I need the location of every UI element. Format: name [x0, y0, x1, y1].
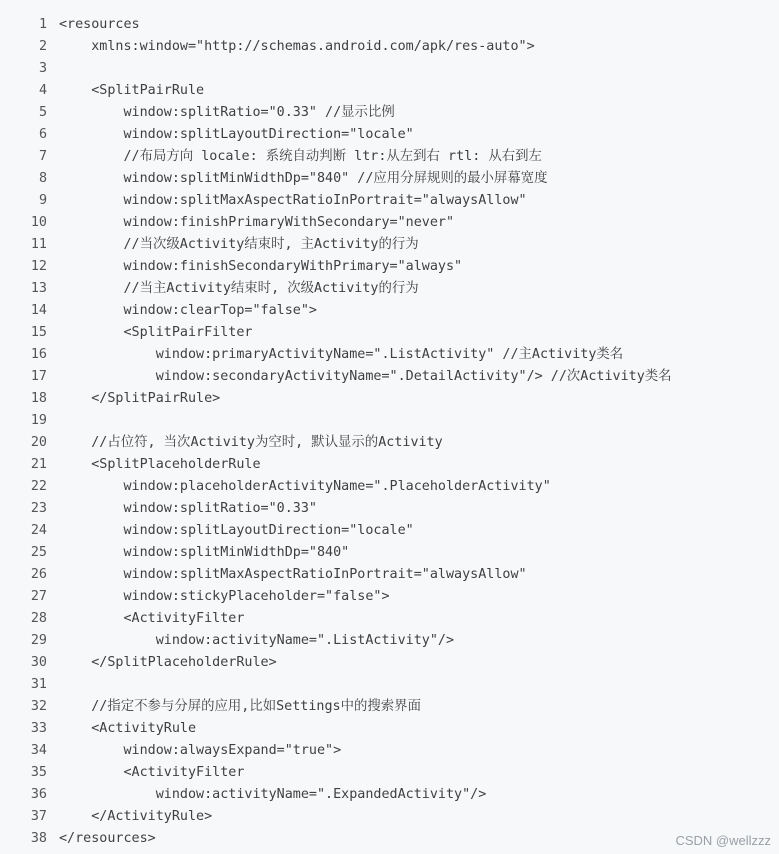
line-number: 36: [30, 787, 47, 802]
line-number: 21: [30, 457, 47, 472]
code-line: [0, 828, 779, 850]
code-line: [0, 740, 779, 762]
code-text: <SplitPairFilter: [59, 325, 253, 340]
code-line: [0, 432, 779, 454]
code-text: window:clearTop="false">: [59, 303, 317, 318]
code-text: window:alwaysExpand="true">: [59, 743, 342, 758]
line-number: 16: [30, 347, 47, 362]
line-number: 25: [30, 545, 47, 560]
code-text: <ActivityFilter: [59, 611, 245, 626]
code-text: <resources: [59, 17, 140, 32]
code-text: //当次级Activity结束时, 主Activity的行为: [59, 237, 419, 252]
code-line: [0, 388, 779, 410]
code-text: <ActivityRule: [59, 721, 197, 736]
code-text: window:splitLayoutDirection="locale": [59, 523, 414, 538]
code-line: [0, 102, 779, 124]
code-line: [0, 476, 779, 498]
line-number: 26: [30, 567, 47, 582]
code-line: [0, 652, 779, 674]
code-text: window:activityName=".ListActivity"/>: [59, 633, 455, 648]
code-text: <SplitPlaceholderRule: [59, 457, 261, 472]
line-number: 3: [38, 61, 47, 76]
code-text: </ActivityRule>: [59, 809, 213, 824]
code-line: [0, 278, 779, 300]
code-line: [0, 608, 779, 630]
code-line: [0, 630, 779, 652]
code-text: window:splitMinWidthDp="840": [59, 545, 350, 560]
code-line: [0, 718, 779, 740]
line-number: 11: [30, 237, 47, 252]
code-text: window:finishSecondaryWithPrimary="always": [59, 259, 463, 274]
line-number: 29: [30, 633, 47, 648]
line-number: 17: [30, 369, 47, 384]
code-text: window:splitMaxAspectRatioInPortrait="alwaysAllow": [59, 193, 527, 208]
csdn-watermark: CSDN @wellzzz: [675, 833, 771, 848]
code-lines: [0, 14, 779, 850]
line-number: 7: [38, 149, 47, 164]
code-line: [0, 322, 779, 344]
code-text: //指定不参与分屏的应用,比如Settings中的搜索界面: [59, 699, 421, 714]
line-number: 28: [30, 611, 47, 626]
code-line: [0, 80, 779, 102]
code-line: [0, 674, 779, 696]
code-line: [0, 696, 779, 718]
line-number: 9: [38, 193, 47, 208]
code-line: [0, 410, 779, 432]
line-number: 22: [30, 479, 47, 494]
line-number: 27: [30, 589, 47, 604]
line-number: 35: [30, 765, 47, 780]
code-text: //当主Activity结束时, 次级Activity的行为: [59, 281, 419, 296]
code-line: [0, 564, 779, 586]
line-number: 24: [30, 523, 47, 538]
code-line: [0, 300, 779, 322]
code-text: window:splitMinWidthDp="840" //应用分屏规则的最小屏幕宽度: [59, 171, 548, 186]
code-line: [0, 168, 779, 190]
line-number: 10: [30, 215, 47, 230]
line-number: 20: [30, 435, 47, 450]
code-text: window:primaryActivityName=".ListActivity" //主Activity类名: [59, 347, 624, 362]
code-text: window:secondaryActivityName=".DetailActivity"/> //次Activity类名: [59, 369, 672, 384]
code-text: window:placeholderActivityName=".PlaceholderActivity": [59, 479, 551, 494]
code-text: window:splitLayoutDirection="locale": [59, 127, 414, 142]
line-number: 1: [38, 17, 47, 32]
code-line: [0, 190, 779, 212]
code-text: //布局方向 locale: 系统自动判断 ltr:从左到右 rtl: 从右到左: [59, 149, 542, 164]
code-line: [0, 454, 779, 476]
code-line: [0, 212, 779, 234]
code-text: </SplitPairRule>: [59, 391, 221, 406]
line-number: 19: [30, 413, 47, 428]
code-line: [0, 58, 779, 80]
code-text: </resources>: [59, 831, 156, 846]
code-line: [0, 806, 779, 828]
code-line: [0, 146, 779, 168]
code-text: xmlns:window="http://schemas.android.com/apk/res-auto">: [59, 39, 535, 54]
code-line: [0, 762, 779, 784]
code-line: [0, 124, 779, 146]
code-text: //占位符, 当次Activity为空时, 默认显示的Activity: [59, 435, 443, 450]
line-number: 37: [30, 809, 47, 824]
code-line: [0, 256, 779, 278]
line-number: 23: [30, 501, 47, 516]
line-number: 18: [30, 391, 47, 406]
code-text: window:stickyPlaceholder="false">: [59, 589, 390, 604]
code-text: window:finishPrimaryWithSecondary="never": [59, 215, 455, 230]
line-number: 33: [30, 721, 47, 736]
line-number: 12: [30, 259, 47, 274]
code-line: [0, 520, 779, 542]
line-number: 5: [38, 105, 47, 120]
code-text: window:splitMaxAspectRatioInPortrait="alwaysAllow": [59, 567, 527, 582]
code-text: window:splitRatio="0.33": [59, 501, 317, 516]
code-line: [0, 36, 779, 58]
code-text: <ActivityFilter: [59, 765, 245, 780]
code-text: <SplitPairRule: [59, 83, 205, 98]
line-number: 6: [38, 127, 47, 142]
code-text: window:activityName=".ExpandedActivity"/>: [59, 787, 487, 802]
line-number: 30: [30, 655, 47, 670]
line-number: 15: [30, 325, 47, 340]
line-number: 31: [30, 677, 47, 692]
line-number: 38: [30, 831, 47, 846]
code-line: [0, 498, 779, 520]
line-number: 4: [38, 83, 47, 98]
line-number: 14: [30, 303, 47, 318]
code-line: [0, 366, 779, 388]
code-line: [0, 14, 779, 36]
line-number: 13: [30, 281, 47, 296]
code-text: window:splitRatio="0.33" //显示比例: [59, 105, 395, 120]
code-text: </SplitPlaceholderRule>: [59, 655, 277, 670]
line-number: 2: [38, 39, 47, 54]
code-line: [0, 542, 779, 564]
line-number: 8: [38, 171, 47, 186]
code-line: [0, 344, 779, 366]
line-number: 32: [30, 699, 47, 714]
code-line: [0, 234, 779, 256]
code-line: [0, 586, 779, 608]
line-number: 34: [30, 743, 47, 758]
code-line: [0, 784, 779, 806]
